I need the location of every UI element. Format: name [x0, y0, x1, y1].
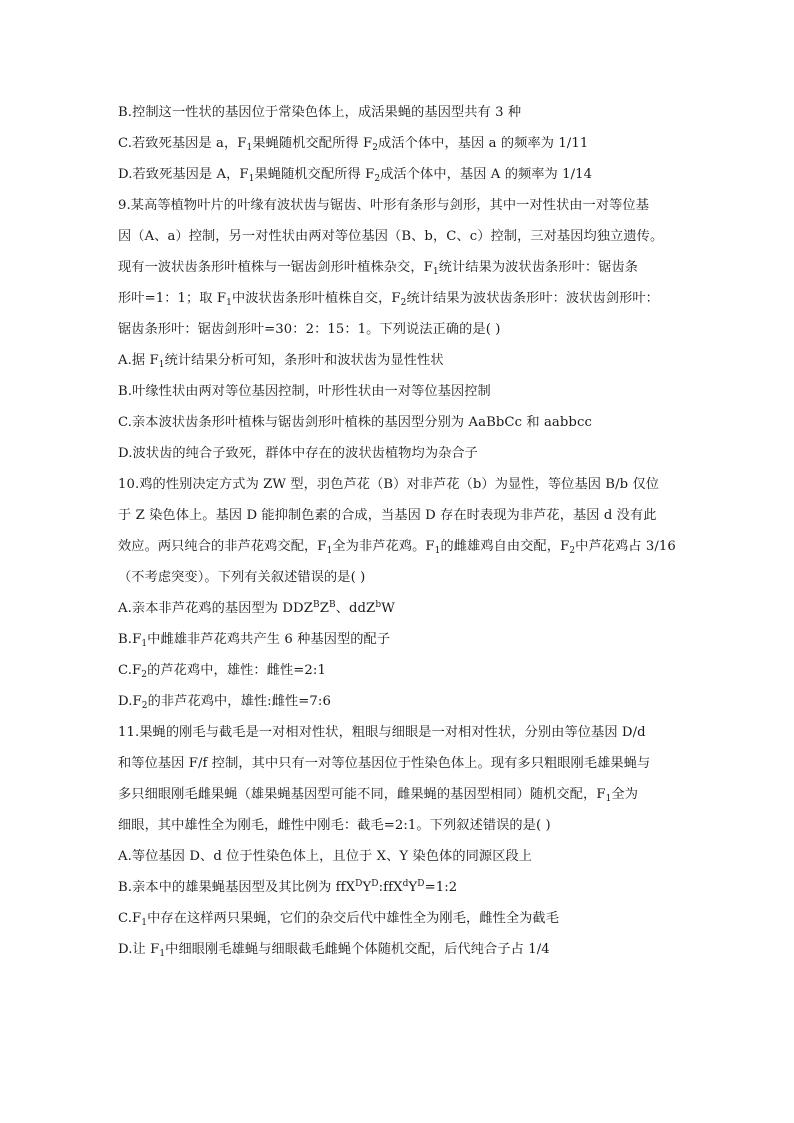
q9-option-d: D.波状齿的纯合子致死，群体中存在的波状齿植物均为杂合子	[118, 446, 478, 461]
q8-option-d: D.若致死基因是 A，$F_1$果蝇随机交配所得 $F_2$成活个体中，基因 A 的频率为 1/14	[118, 167, 593, 184]
q9-stem-line-4: 形叶=1：1；取 $F_1$中波状齿条形叶植株自交，$F_2$统计结果为波状齿条形叶：波状齿剑形叶：	[118, 291, 659, 308]
q11-option-d: D.让 $F_1$中细眼刚毛雄蝇与细眼截毛雌蝇个体随机交配，后代纯合子占 1/4	[118, 942, 550, 959]
q10-option-d: $D.F_2$的非芦花鸡中，雄性:雌性=7:6	[118, 694, 331, 711]
q9-stem-line-2: 因（A、a）控制，另一对性状由两对等位基因（B、b，C、c）控制，三对基因均独立遗传。	[118, 229, 664, 244]
q11-stem-line-2: 和等位基因 F/f 控制，其中只有一对等位基因位于性染色体上。现有多只粗眼刚毛雄果蝇与	[118, 756, 651, 771]
q8-option-c: C.若致死基因是 a，$F_1$果蝇随机交配所得 $F_2$成活个体中，基因 a 的频率为 1/11	[118, 136, 589, 153]
q11-stem-line-1: 11.果蝇的刚毛与截毛是一对相对性状，粗眼与细眼是一对相对性状，分别由等位基因 D/d	[118, 725, 646, 740]
q11-option-a: A.等位基因 D、d 位于性染色体上，且位于 X、Y 染色体的同源区段上	[118, 849, 533, 864]
q10-stem-line-2: 于 Z 染色体上。基因 D 能抑制色素的合成，当基因 D 存在时表现为非芦花，基因 d 没有此	[118, 508, 657, 523]
q9-stem-line-1: 9.某高等植物叶片的叶缘有波状齿与锯齿、叶形有条形与剑形，其中一对性状由一对等位基	[118, 198, 649, 213]
q11-stem-line-4: 细眼，其中雄性全为刚毛，雌性中刚毛：截毛=2:1。下列叙述错误的是( )	[118, 818, 551, 833]
q9-stem-line-5: 锯齿条形叶：锯齿剑形叶=30：2：15：1。下列说法正确的是( )	[118, 322, 501, 337]
q10-option-a: A.亲本非芦花鸡的基因型为 $DDZ^BZ^B$、ddZ$^b$W	[118, 600, 395, 616]
q10-option-b: $B.F_1$中雌雄非芦花鸡共产生 6 种基因型的配子	[118, 632, 391, 649]
q11-stem-line-3: 多只细眼刚毛雌果蝇（雄果蝇基因型可能不同，雌果蝇的基因型相同）随机交配，$F_1$全为	[118, 787, 639, 804]
q10-stem-line-3: 效应。两只纯合的非芦花鸡交配，$F_1$全为非芦花鸡。$F_1$的雌雄鸡自由交配，$F_2$中芦花鸡占 3/16	[118, 539, 676, 556]
q10-option-c: $C.F_2$的芦花鸡中，雄性：雌性=2:1	[118, 663, 326, 680]
q10-stem-line-1: 10.鸡的性别决定方式为 ZW 型，羽色芦花（B）对非芦花（b）为显性，等位基因 B/b 仅位	[118, 477, 660, 492]
q9-option-b: B.叶缘性状由两对等位基因控制，叶形性状由一对等位基因控制	[118, 384, 491, 399]
q10-stem-line-4: （不考虑突变）。下列有关叙述错误的是( )	[118, 570, 366, 585]
q11-option-c: $C.F_1$中存在这样两只果蝇，它们的杂交后代中雄性全为刚毛，雌性全为截毛	[118, 911, 560, 928]
q9-option-c: C.亲本波状齿条形叶植株与锯齿剑形叶植株的基因型分别为 AaBbCc 和 aabbcc	[118, 415, 592, 430]
q8-option-b: B.控制这一性状的基因位于常染色体上，成活果蝇的基因型共有 3 种	[118, 105, 522, 120]
q9-option-a: A.据 $F_1$统计结果分析可知，条形叶和波状齿为显性性状	[118, 353, 444, 370]
q11-option-b: B.亲本中的雄果蝇基因型及其比例为 $ffX^DY^D:ffX^dY^D=1:2$	[118, 879, 458, 895]
q9-stem-line-3: 现有一波状齿条形叶植株与一锯齿剑形叶植株杂交，$F_1$统计结果为波状齿条形叶：锯齿条	[118, 260, 639, 277]
